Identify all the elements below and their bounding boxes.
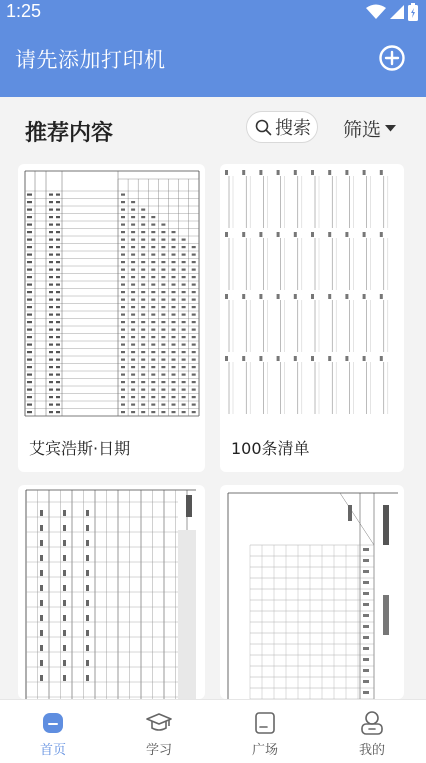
- template-card[interactable]: [220, 485, 404, 699]
- nav-item-study[interactable]: [106, 700, 212, 763]
- status-time: 1:25: [6, 1, 42, 21]
- square-icon: [252, 710, 278, 736]
- page-title: 请先添加打印机: [15, 48, 166, 72]
- home-icon: [40, 710, 66, 736]
- nav-label: 首页: [39, 743, 66, 758]
- wifi-icon: [366, 4, 386, 20]
- nav-item-mine[interactable]: [319, 700, 425, 763]
- filter-button[interactable]: [343, 115, 396, 142]
- bottom-nav: [0, 699, 426, 763]
- battery-icon: [408, 3, 418, 21]
- nav-item-square[interactable]: [212, 700, 318, 763]
- card-title: 艾宾浩斯·日期: [29, 439, 131, 458]
- template-card[interactable]: [18, 164, 205, 472]
- template-card[interactable]: [220, 164, 404, 472]
- status-bar: [0, 0, 426, 24]
- filter-label: 筛选: [343, 119, 382, 141]
- template-card[interactable]: [18, 485, 205, 699]
- status-icons: [366, 3, 418, 21]
- signal-icon: [390, 4, 404, 20]
- template-thumbnail: [18, 164, 205, 424]
- search-button[interactable]: [246, 111, 318, 143]
- section-title: 推荐内容: [25, 121, 114, 146]
- template-thumbnail: [220, 485, 404, 699]
- graduation-cap-icon: [146, 710, 172, 736]
- profile-icon: [359, 710, 385, 736]
- nav-label: 广场: [251, 743, 278, 758]
- nav-item-home[interactable]: [0, 700, 106, 763]
- app-header: [0, 24, 426, 97]
- template-thumbnail: [18, 485, 205, 699]
- search-label: 搜索: [275, 118, 311, 139]
- template-thumbnail: [220, 164, 404, 424]
- caret-down-icon: [385, 125, 396, 132]
- nav-label: 我的: [358, 743, 385, 758]
- add-printer-button[interactable]: [378, 44, 406, 72]
- content-area: [0, 97, 426, 699]
- card-title: 100条清单: [231, 439, 310, 458]
- search-icon: [255, 119, 272, 136]
- nav-label: 学习: [145, 743, 172, 758]
